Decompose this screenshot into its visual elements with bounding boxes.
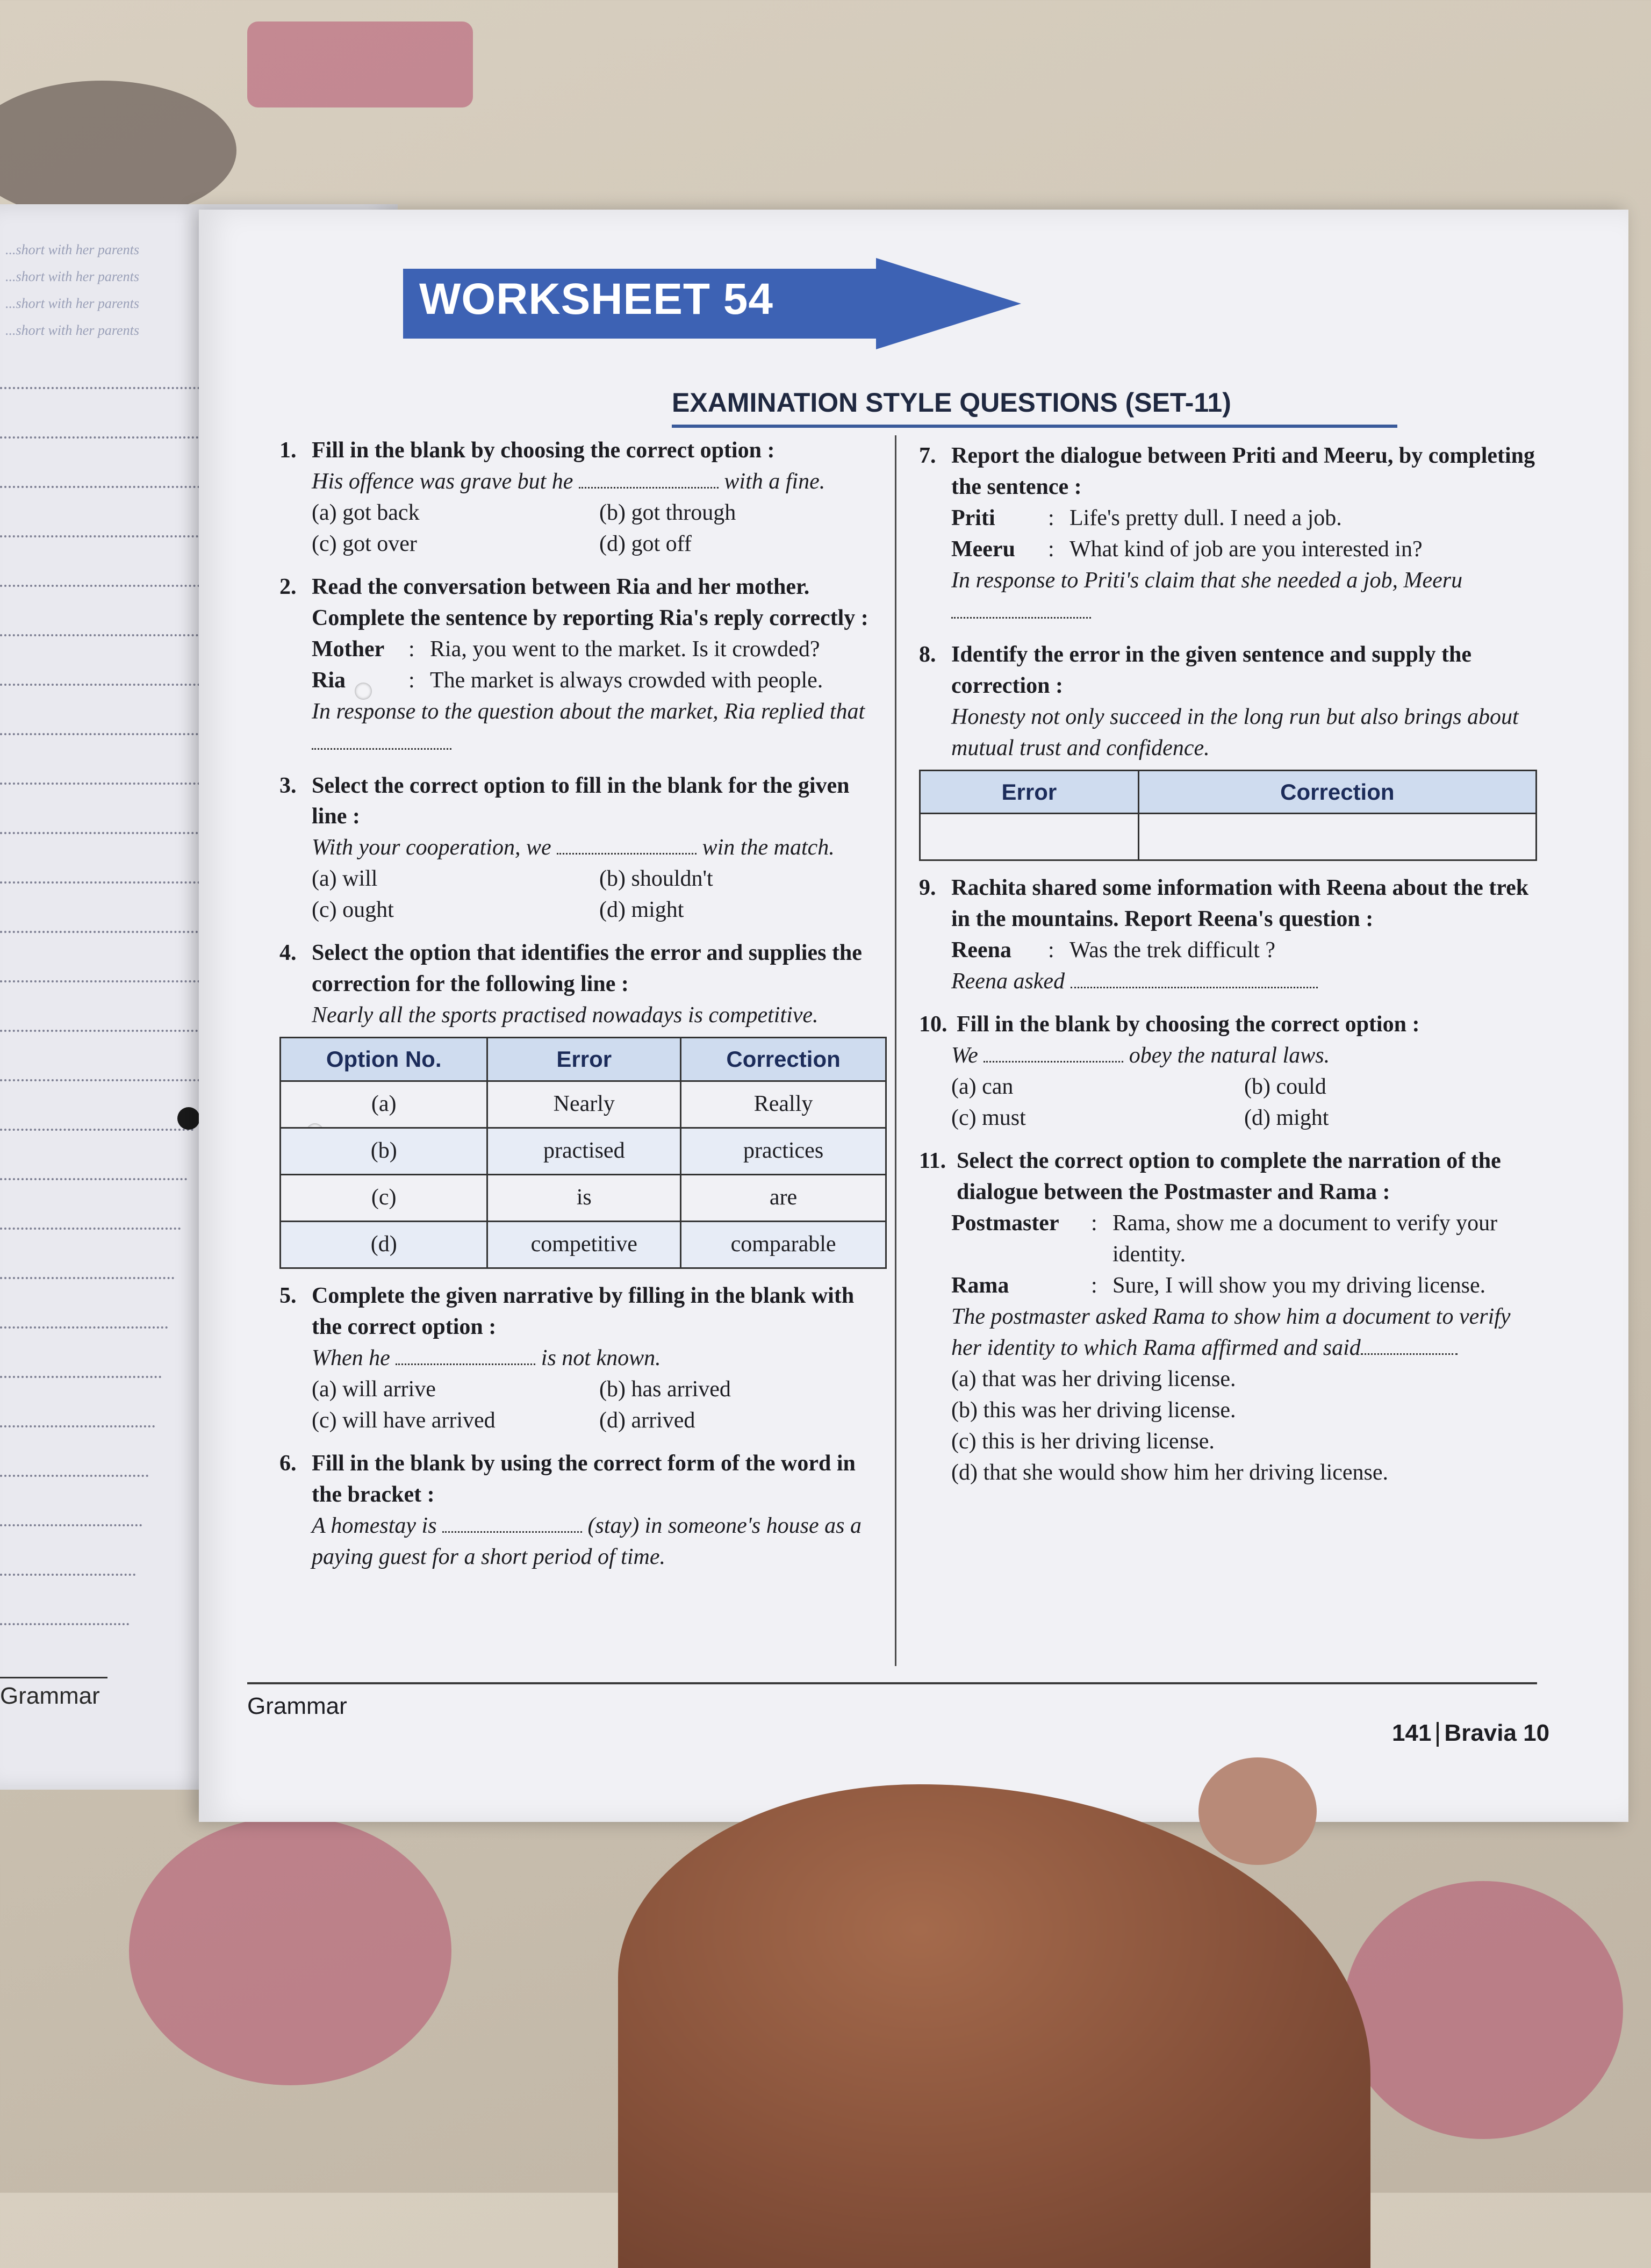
question-text: Fill in the blank by choosing the correct option :	[312, 438, 775, 463]
question-number: 10.	[919, 1012, 947, 1037]
page-number-area	[1392, 1720, 1549, 1747]
answer-line	[0, 1524, 142, 1526]
option[interactable]: (b) this was her driving license.	[951, 1397, 1236, 1423]
table-cell: comparable	[681, 1222, 886, 1268]
option[interactable]: (a) will arrive	[312, 1376, 436, 1402]
fabric-pattern	[247, 21, 473, 107]
table-row[interactable]	[281, 1128, 886, 1175]
question-text: Complete the given narrative by filling in the blank with the correct option :	[312, 1283, 855, 1340]
question-text: Identify the error in the given sentence and supply the correction :	[951, 642, 1471, 698]
prompt: In response to the question about the market, Ria replied that	[312, 699, 865, 724]
question-11	[919, 1146, 1537, 1488]
question-text: Select the correct option to complete the narration of the dialogue between the Postmaster and Rama :	[957, 1149, 1501, 1205]
error-correction-table	[919, 770, 1537, 862]
speaker: Priti	[951, 505, 995, 530]
faded-text: ...short with her parents	[5, 269, 139, 284]
left-footer: Grammar	[0, 1677, 107, 1710]
table-row[interactable]	[920, 814, 1537, 860]
separator: :	[1091, 1273, 1097, 1298]
answer-blank[interactable]	[1361, 1353, 1458, 1355]
prompt: Reena asked	[951, 969, 1065, 994]
fabric-pattern	[1344, 1881, 1623, 2139]
answer-line	[0, 1623, 129, 1625]
speaker: Postmaster	[951, 1211, 1059, 1236]
answer-line	[0, 1376, 161, 1378]
answer-line	[0, 1475, 148, 1477]
sentence-part: obey the natural laws.	[1129, 1043, 1330, 1068]
table-cell: (b)	[281, 1128, 487, 1175]
question-number: 8.	[919, 642, 936, 667]
table-cell: (a)	[281, 1081, 487, 1128]
table-header: Error	[920, 770, 1139, 814]
question-3	[279, 771, 887, 927]
question-text: Fill in the blank by choosing the correct option :	[957, 1012, 1420, 1037]
option[interactable]: (c) got over	[312, 531, 417, 556]
answer-blank[interactable]	[984, 1061, 1123, 1063]
sentence-part: A homestay is	[312, 1513, 437, 1538]
sentence-part: (stay) in someone's house as a paying guest for a short period of time.	[312, 1513, 862, 1569]
option[interactable]: (c) this is her driving license.	[951, 1429, 1215, 1454]
question-number: 7.	[919, 443, 936, 468]
question-number: 4.	[279, 941, 297, 966]
dialogue-line	[919, 935, 1537, 966]
faded-text: ...short with her parents	[5, 296, 139, 311]
answer-line	[0, 931, 219, 933]
answer-line	[0, 980, 213, 982]
footer-separator	[1437, 1722, 1439, 1747]
dialogue-line	[919, 1208, 1537, 1271]
right-column	[919, 441, 1537, 1501]
answer-cell[interactable]	[1138, 814, 1536, 860]
table-cell: (d)	[281, 1222, 487, 1268]
answer-line	[0, 1129, 193, 1131]
sentence-part: is not known.	[541, 1346, 661, 1371]
question-number: 5.	[279, 1283, 297, 1309]
dialogue-line	[279, 634, 887, 665]
separator: :	[408, 636, 415, 662]
answer-blank[interactable]	[579, 487, 719, 489]
question-2	[279, 572, 887, 759]
option[interactable]: (b) shouldn't	[599, 866, 713, 892]
right-page	[199, 210, 1628, 1822]
question-number: 6.	[279, 1451, 297, 1476]
exam-title: EXAMINATION STYLE QUESTIONS (SET-11)	[672, 387, 1397, 428]
question-1	[279, 435, 887, 560]
table-header: Error	[487, 1038, 681, 1081]
speaker: Ria	[312, 668, 346, 693]
option[interactable]: (d) might	[1244, 1106, 1329, 1131]
option[interactable]: (a) got back	[312, 500, 420, 525]
question-5	[279, 1281, 887, 1437]
question-text: Select the option that identifies the error and supplies the correction for the following line :	[312, 941, 862, 997]
table-row[interactable]	[281, 1081, 886, 1128]
answer-line	[0, 1326, 168, 1329]
question-number: 11.	[919, 1149, 946, 1174]
speaker: Rama	[951, 1273, 1009, 1298]
separator: :	[1048, 938, 1054, 963]
option[interactable]: (d) got off	[599, 531, 692, 556]
speech: Ria, you went to the market. Is it crowded?	[430, 636, 820, 662]
fabric-pattern	[0, 81, 236, 220]
answer-line	[0, 1079, 200, 1081]
dialogue-line	[279, 665, 887, 697]
answer-line	[0, 832, 232, 834]
sentence-part: win the match.	[702, 835, 835, 860]
worksheet-title: WORKSHEET 54	[419, 275, 773, 324]
prompt: In response to Priti's claim that she needed a job, Meeru	[951, 568, 1463, 593]
answer-blank[interactable]	[396, 1363, 535, 1365]
sentence-part: With your cooperation, we	[312, 835, 551, 860]
option[interactable]: (a) that was her driving license.	[951, 1366, 1236, 1391]
dialogue-line	[919, 534, 1537, 565]
speech: What kind of job are you interested in?	[1069, 536, 1423, 562]
book-name: Bravia 10	[1444, 1720, 1550, 1746]
sentence-part: We	[951, 1043, 978, 1068]
table-cell: Really	[681, 1081, 886, 1128]
question-text: Rachita shared some information with Reena about the trek in the mountains. Report Reena's question :	[951, 875, 1529, 932]
table-cell: practices	[681, 1128, 886, 1175]
option[interactable]: (b) has arrived	[599, 1376, 731, 1402]
answer-blank[interactable]	[1071, 987, 1318, 988]
answer-line	[0, 1178, 187, 1180]
given-sentence: Honesty not only succeed in the long run but also brings about mutual trust and confidence.	[951, 704, 1519, 760]
question-7	[919, 441, 1537, 628]
sentence-part: His offence was grave but he	[312, 469, 573, 494]
speaker: Mother	[312, 636, 385, 662]
question-text: Report the dialogue between Priti and Meeru, by completing the sentence :	[951, 443, 1535, 499]
answer-line	[0, 1425, 155, 1427]
answer-blank[interactable]	[557, 853, 697, 855]
separator: :	[1048, 505, 1054, 530]
table-cell: Nearly	[487, 1081, 681, 1128]
option[interactable]: (b) could	[1244, 1074, 1326, 1100]
thumb-nail	[1198, 1757, 1317, 1865]
separator: :	[1091, 1211, 1097, 1236]
answer-cell[interactable]	[920, 814, 1139, 860]
question-10	[919, 1009, 1537, 1134]
answer-line	[0, 1228, 181, 1230]
option[interactable]: (c) will have arrived	[312, 1408, 496, 1433]
speech: Life's pretty dull. I need a job.	[1069, 505, 1342, 530]
prompt: The postmaster asked Rama to show him a document to verify her identity to which Rama affirmed and said	[951, 1304, 1511, 1360]
fabric-pattern	[129, 1817, 451, 2085]
speaker: Meeru	[951, 536, 1015, 562]
question-8	[919, 640, 1537, 862]
given-sentence: Nearly all the sports practised nowadays is competitive.	[312, 1003, 819, 1028]
answer-blank[interactable]	[312, 748, 451, 750]
error-correction-table	[279, 1037, 887, 1269]
speech: Was the trek difficult ?	[1069, 938, 1276, 963]
answer-blank[interactable]	[951, 617, 1091, 619]
question-6	[279, 1448, 887, 1573]
option[interactable]: (d) might	[599, 898, 684, 923]
table-cell: (c)	[281, 1175, 487, 1222]
question-number: 2.	[279, 574, 297, 599]
option[interactable]: (d) that she would show him her driving license.	[951, 1460, 1389, 1485]
question-text: Fill in the blank by using the correct form of the word in the bracket :	[312, 1451, 856, 1507]
answer-blank[interactable]	[442, 1531, 582, 1533]
sentence-part: When he	[312, 1346, 390, 1371]
question-text: Select the correct option to fill in the blank for the given line :	[312, 773, 850, 829]
dialogue-line	[919, 503, 1537, 534]
speech: Rama, show me a document to verify your identity.	[1112, 1211, 1498, 1267]
question-number: 3.	[279, 773, 297, 798]
separator: :	[1048, 536, 1054, 562]
speech: Sure, I will show you my driving license.	[1112, 1273, 1486, 1298]
answer-line	[0, 1277, 174, 1279]
answer-line	[0, 1030, 206, 1032]
option[interactable]: (c) ought	[312, 898, 394, 923]
question-text: Read the conversation between Ria and her mother. Complete the sentence by reporting Ria's reply correctly :	[312, 574, 868, 630]
sentence-part: with a fine.	[724, 469, 826, 494]
punch-hole	[177, 1107, 200, 1130]
question-4	[279, 938, 887, 1269]
table-cell: is	[487, 1175, 681, 1222]
question-number: 1.	[279, 438, 297, 463]
option[interactable]: (d) arrived	[599, 1408, 695, 1433]
speech: The market is always crowded with people.	[430, 668, 823, 693]
table-header: Correction	[681, 1038, 886, 1081]
left-column	[279, 435, 887, 1585]
dialogue-line	[919, 1271, 1537, 1302]
question-number: 9.	[919, 875, 936, 901]
answer-line	[0, 881, 226, 884]
faded-text: ...short with her parents	[5, 242, 139, 257]
speaker: Reena	[951, 938, 1011, 963]
faded-text: ...short with her parents	[5, 322, 139, 338]
question-9	[919, 873, 1537, 997]
table-cell: competitive	[487, 1222, 681, 1268]
column-divider	[895, 435, 896, 1666]
table-cell: practised	[487, 1128, 681, 1175]
option[interactable]: (a) will	[312, 866, 378, 892]
answer-line	[0, 1574, 135, 1576]
page-number: 141	[1392, 1720, 1432, 1746]
footer-section-label: Grammar	[247, 1693, 347, 1719]
table-row[interactable]	[281, 1222, 886, 1268]
option[interactable]: (b) got through	[599, 500, 736, 525]
table-header: Option No.	[281, 1038, 487, 1081]
table-cell: are	[681, 1175, 886, 1222]
option[interactable]: (a) can	[951, 1074, 1014, 1100]
option[interactable]: (c) must	[951, 1106, 1026, 1131]
separator: :	[408, 668, 415, 693]
table-header: Correction	[1138, 770, 1536, 814]
footer-rule	[247, 1682, 1537, 1684]
table-row[interactable]	[281, 1175, 886, 1222]
